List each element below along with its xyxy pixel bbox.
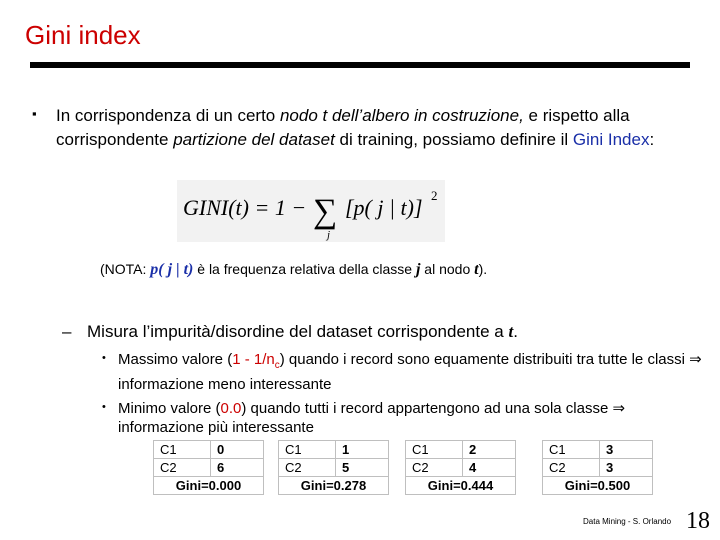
square-bullet-icon: ▪ <box>32 106 37 121</box>
measure-line: Misura l’impurità/disordine del dataset corrispondente a t. <box>87 322 518 341</box>
formula-lhs: GINI(t) = 1 − <box>183 195 307 220</box>
gini-example-table-4: C1 3 C2 3 Gini=0.500 <box>542 440 653 495</box>
formula-exponent: 2 <box>431 188 438 203</box>
slide-title: Gini index <box>25 20 141 50</box>
note-line: (NOTA: p( j | t) è la frequenza relativa della classe j al nodo t). <box>100 261 488 278</box>
title-divider <box>30 62 690 68</box>
footer-credit: Data Mining - S. Orlando <box>583 517 672 526</box>
gini-example-table-1: C1 0 C2 6 Gini=0.000 <box>153 440 264 495</box>
page-number: 18 <box>686 508 710 534</box>
implies-arrow-icon: ⇒ <box>612 400 626 417</box>
dot-bullet-icon: • <box>102 352 106 364</box>
intro-paragraph: In corrispondenza di un certo nodo t dell’albero in costruzione, e rispetto alla corrispondente partizione del dataset di training, possiamo definire il Gini Index: <box>56 106 655 149</box>
sigma-symbol: ∑ <box>313 193 338 230</box>
implies-arrow-icon: ⇒ <box>689 351 702 368</box>
max-value-bullet: Massimo valore $(1 - 1/n_c)$ quando i record sono equamente distribuiti tra tutte le classi ⇒ informazione meno interessante <box>118 351 702 393</box>
formula-term: [p( j | t)] <box>345 195 423 220</box>
gini-example-table-2: C1 1 C2 5 Gini=0.278 <box>278 440 389 495</box>
gini-example-table-3: C1 2 C2 4 Gini=0.444 <box>405 440 516 495</box>
gini-formula <box>177 180 445 242</box>
min-value-bullet: Minimo valore (0.0) quando tutti i record appartengono ad una sola classe ⇒ informazione più interessante <box>118 400 626 436</box>
sum-index: j <box>327 229 331 241</box>
dash-bullet: – <box>62 322 72 341</box>
dot-bullet-icon: • <box>102 401 106 413</box>
